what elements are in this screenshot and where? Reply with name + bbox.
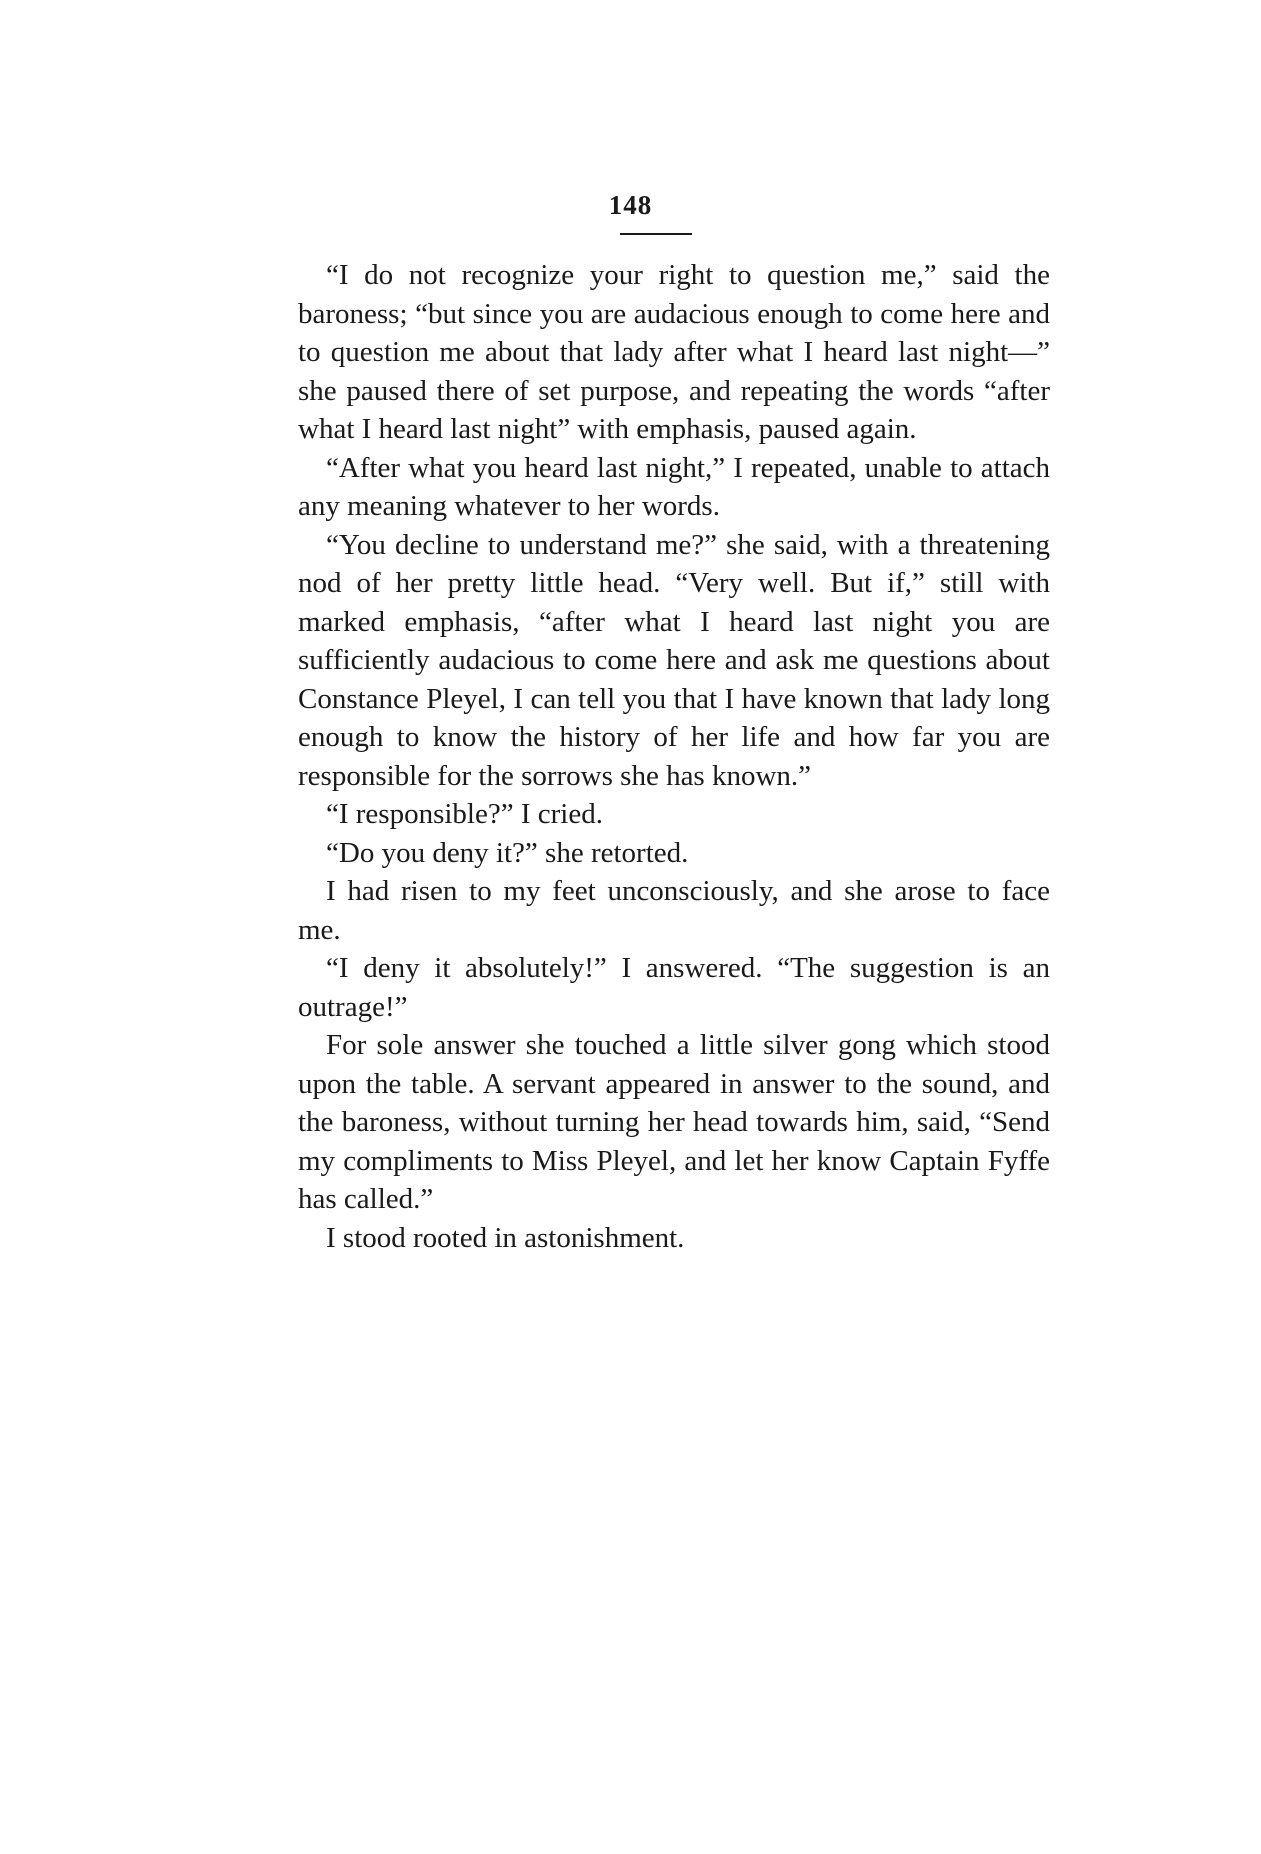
paragraph: For sole answer she touched a little silver gong which stood upon the table. A servant appeared in answer to the sound, and the baroness, without turning her head towards him, said, “Send my compliments to Miss Pleyel, and let her know Captain Fyffe has called.” [298,1029,1050,1215]
paragraph: “I responsible?” I cried. [326,798,603,830]
paragraph: “You decline to understand me?” she said, with a threatening nod of her pretty little head. “Very well. But if,” still with marked emphasis, “after what I heard last night you are sufficiently audacious to come here and ask me questions about Constance Pleyel, I can tell you that I have known that lady long enough to know the history of her life and how far you are responsible for the sorrows she has known.” [298,528,1050,792]
page-number-rule [620,233,692,235]
paragraph: “Do you deny it?” she retorted. [326,836,689,869]
paragraph: I stood rooted in astonishment. [326,1221,685,1254]
paragraph: “I do not recognize your right to question me,” said the baroness; “but since you are audacious enough to come here and to question me about that lady after what I heard last night—” she paused there of set purpose, and repeating the words “after what I heard last night” with emphasis, paused again. [298,259,1050,445]
paragraph: “I deny it absolutely!” I answered. “The suggestion is an outrage!” [298,952,1050,1023]
page-number: 148 [608,190,653,220]
paragraph: I had risen to my feet unconsciously, and she arose to face me. [298,875,1050,946]
paragraph: “After what you heard last night,” I repeated, unable to attach any meaning whatever to her words. [298,451,1050,522]
body-text [298,256,1050,1257]
